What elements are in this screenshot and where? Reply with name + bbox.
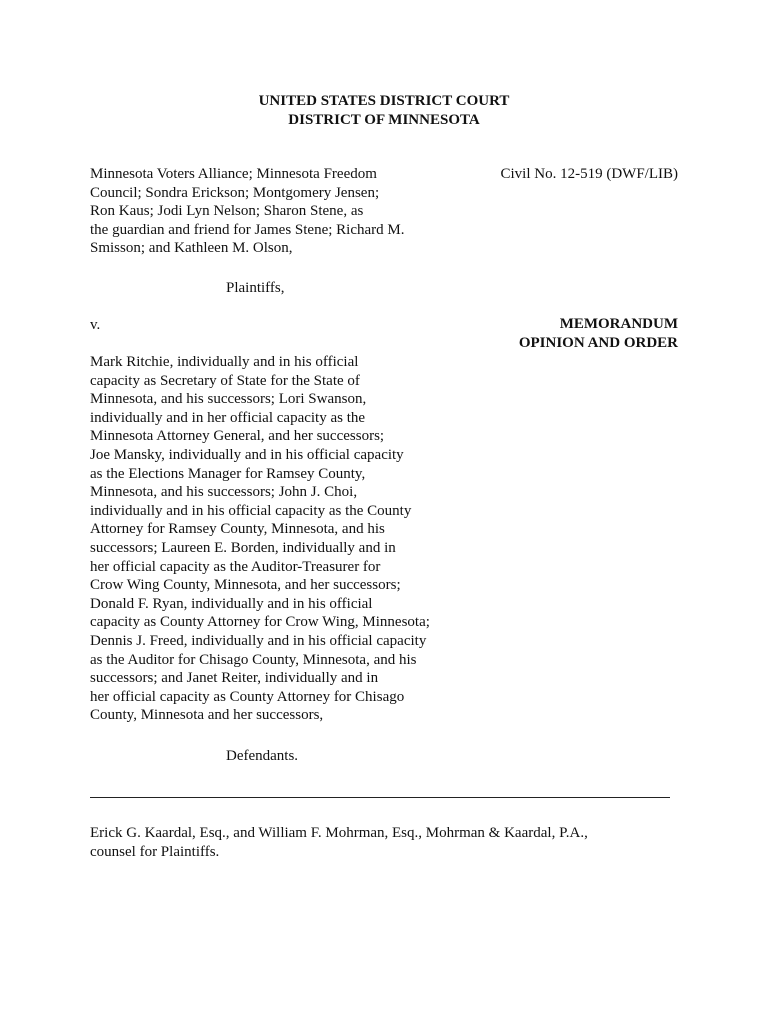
plaintiffs-line: Smisson; and Kathleen M. Olson,: [90, 240, 293, 257]
defendants-line: Dennis J. Freed, individually and in his official capacity: [90, 632, 427, 649]
civil-case-number: Civil No. 12-519 (DWF/LIB): [500, 166, 678, 182]
counsel-line2: counsel for Plaintiffs.: [90, 844, 220, 860]
defendants-line: Crow Wing County, Minnesota, and her successors;: [90, 577, 401, 594]
memorandum-title: [519, 315, 678, 353]
defendants-line: County, Minnesota and her successors,: [90, 707, 324, 724]
plaintiffs-line: Ron Kaus; Jodi Lyn Nelson; Sharon Stene, as: [90, 203, 364, 220]
plaintiffs-line: Minnesota Voters Alliance; Minnesota Freedom: [90, 166, 377, 182]
caption-divider: [90, 797, 670, 798]
defendants-caption: [90, 353, 470, 725]
memorandum-title-line1: MEMORANDUM: [559, 316, 678, 332]
defendants-line: individually and in her official capacity as the: [90, 409, 366, 426]
defendants-line: Minnesota, and his successors; John J. Choi,: [90, 484, 358, 501]
defendants-line: Attorney for Ramsey County, Minnesota, and his: [90, 521, 385, 538]
plaintiffs-line: Council; Sondra Erickson; Montgomery Jensen;: [90, 184, 380, 201]
defendants-line: capacity as County Attorney for Crow Wing, Minnesota;: [90, 614, 430, 631]
defendants-line: individually and in his official capacity as the County: [90, 502, 412, 519]
defendants-line: Minnesota, and his successors; Lori Swanson,: [90, 391, 367, 408]
defendants-line: as the Elections Manager for Ramsey County,: [90, 465, 366, 482]
defendants-line: Joe Mansky, individually and in his official capacity: [90, 446, 404, 463]
defendants-line: capacity as Secretary of State for the State of: [90, 372, 360, 389]
counsel-for-plaintiffs: [90, 824, 690, 862]
defendants-line: Minnesota Attorney General, and her successors;: [90, 428, 385, 445]
defendants-line: as the Auditor for Chisago County, Minnesota, and his: [90, 651, 417, 668]
plaintiffs-line: the guardian and friend for James Stene; Richard M.: [90, 221, 405, 238]
plaintiffs-label: Plaintiffs,: [226, 280, 285, 296]
defendants-line: Donald F. Ryan, individually and in his official: [90, 595, 373, 612]
counsel-line1: Erick G. Kaardal, Esq., and William F. Mohrman, Esq., Mohrman & Kaardal, P.A.,: [90, 825, 588, 841]
plaintiffs-caption: [90, 165, 460, 258]
defendants-label: Defendants.: [226, 748, 299, 764]
versus-label: v.: [90, 317, 101, 333]
court-header: [0, 92, 768, 130]
court-district: DISTRICT OF MINNESOTA: [288, 112, 480, 128]
court-name: UNITED STATES DISTRICT COURT: [258, 93, 510, 109]
defendants-line: her official capacity as the Auditor-Treasurer for: [90, 558, 381, 575]
defendants-line: Mark Ritchie, individually and in his official: [90, 354, 359, 370]
defendants-line: her official capacity as County Attorney for Chisago: [90, 688, 405, 705]
defendants-line: successors; and Janet Reiter, individually and in: [90, 670, 379, 687]
defendants-line: successors; Laureen E. Borden, individually and in: [90, 539, 396, 556]
memorandum-title-line2: OPINION AND ORDER: [518, 335, 678, 351]
